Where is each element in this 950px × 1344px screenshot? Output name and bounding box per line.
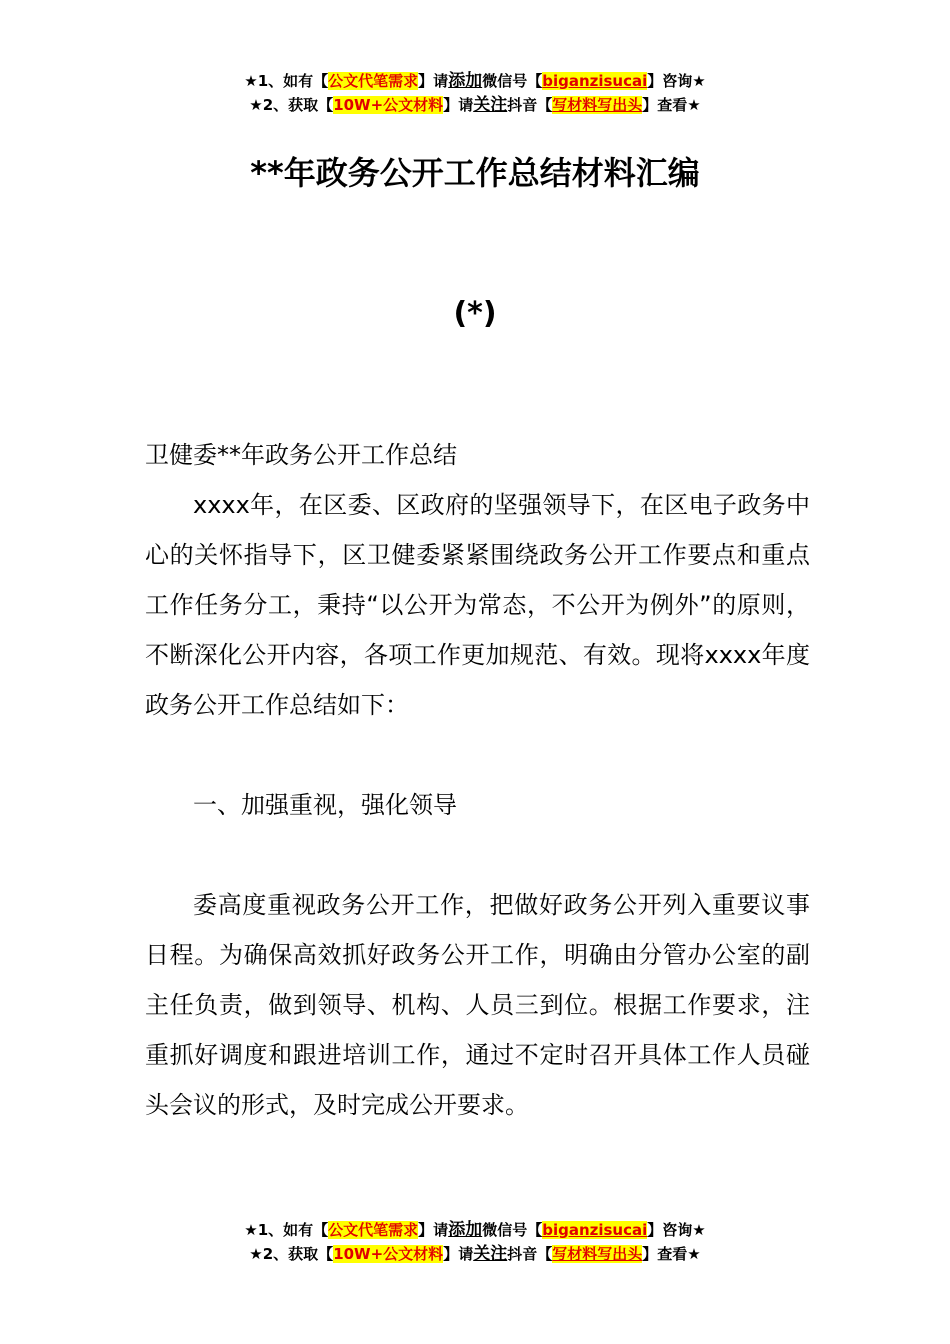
promo-text: 】咨询★ — [647, 1221, 706, 1239]
section-heading: 卫健委**年政务公开工作总结 — [145, 441, 457, 469]
promo-douyin-id: 写材料写出头 — [552, 1245, 643, 1263]
promo-text: 】请 — [418, 72, 449, 90]
promo-footer — [0, 1218, 950, 1266]
promo-emphasis: 关注 — [473, 95, 508, 115]
promo-text: 】请 — [443, 96, 474, 114]
document-body — [145, 430, 810, 1130]
promo-header — [0, 69, 950, 117]
promo-text: ★1、如有【 — [244, 1221, 329, 1239]
promo-line-2 — [0, 93, 950, 117]
promo-highlight: 公文代笔需求 — [328, 1221, 419, 1239]
promo-emphasis: 添加 — [448, 71, 483, 91]
promo-text: 】请 — [443, 1245, 474, 1263]
section-title: 一、加强重视，强化领导 — [193, 791, 457, 819]
promo-text: 】咨询★ — [647, 72, 706, 90]
promo-highlight: 10W+公文材料 — [333, 96, 444, 114]
promo-text: 抖音【 — [507, 1245, 553, 1263]
promo-text: 微信号【 — [482, 1221, 543, 1239]
promo-emphasis: 添加 — [448, 1220, 483, 1240]
promo-text: ★1、如有【 — [244, 72, 329, 90]
paragraph: 委高度重视政务公开工作，把做好政务公开列入重要议事日程。为确保高效抓好政务公开工作，明确由分管办公室的副主任负责，做到领导、机构、人员三到位。根据工作要求，注重抓好调度和跟进培训工作，通过不定时召开具体工作人员碰头会议的形式，及时完成公开要求。 — [145, 891, 810, 1119]
promo-text: 】查看★ — [642, 96, 701, 114]
promo-wechat-id: biganzisucai — [542, 72, 648, 90]
promo-line-2 — [0, 1242, 950, 1266]
promo-highlight: 公文代笔需求 — [328, 72, 419, 90]
promo-text: 】查看★ — [642, 1245, 701, 1263]
promo-text: ★2、获取【 — [249, 1245, 334, 1263]
promo-line-1 — [0, 1218, 950, 1242]
promo-wechat-id: biganzisucai — [542, 1221, 648, 1239]
promo-text: ★2、获取【 — [249, 96, 334, 114]
promo-highlight: 10W+公文材料 — [333, 1245, 444, 1263]
promo-text: 】请 — [418, 1221, 449, 1239]
promo-line-1 — [0, 69, 950, 93]
promo-emphasis: 关注 — [473, 1244, 508, 1264]
promo-douyin-id: 写材料写出头 — [552, 96, 643, 114]
paragraph: xxxx年，在区委、区政府的坚强领导下，在区电子政务中心的关怀指导下，区卫健委紧紧围绕政务公开工作要点和重点工作任务分工，秉持“以公开为常态，不公开为例外”的原则，不断深化公开内容，各项工作更加规范、有效。现将xxxx年度政务公开工作总结如下： — [145, 491, 810, 719]
document-subtitle: (*) — [453, 296, 497, 331]
document-title: **年政务公开工作总结材料汇编 — [250, 154, 700, 192]
promo-text: 微信号【 — [482, 72, 543, 90]
promo-text: 抖音【 — [507, 96, 553, 114]
